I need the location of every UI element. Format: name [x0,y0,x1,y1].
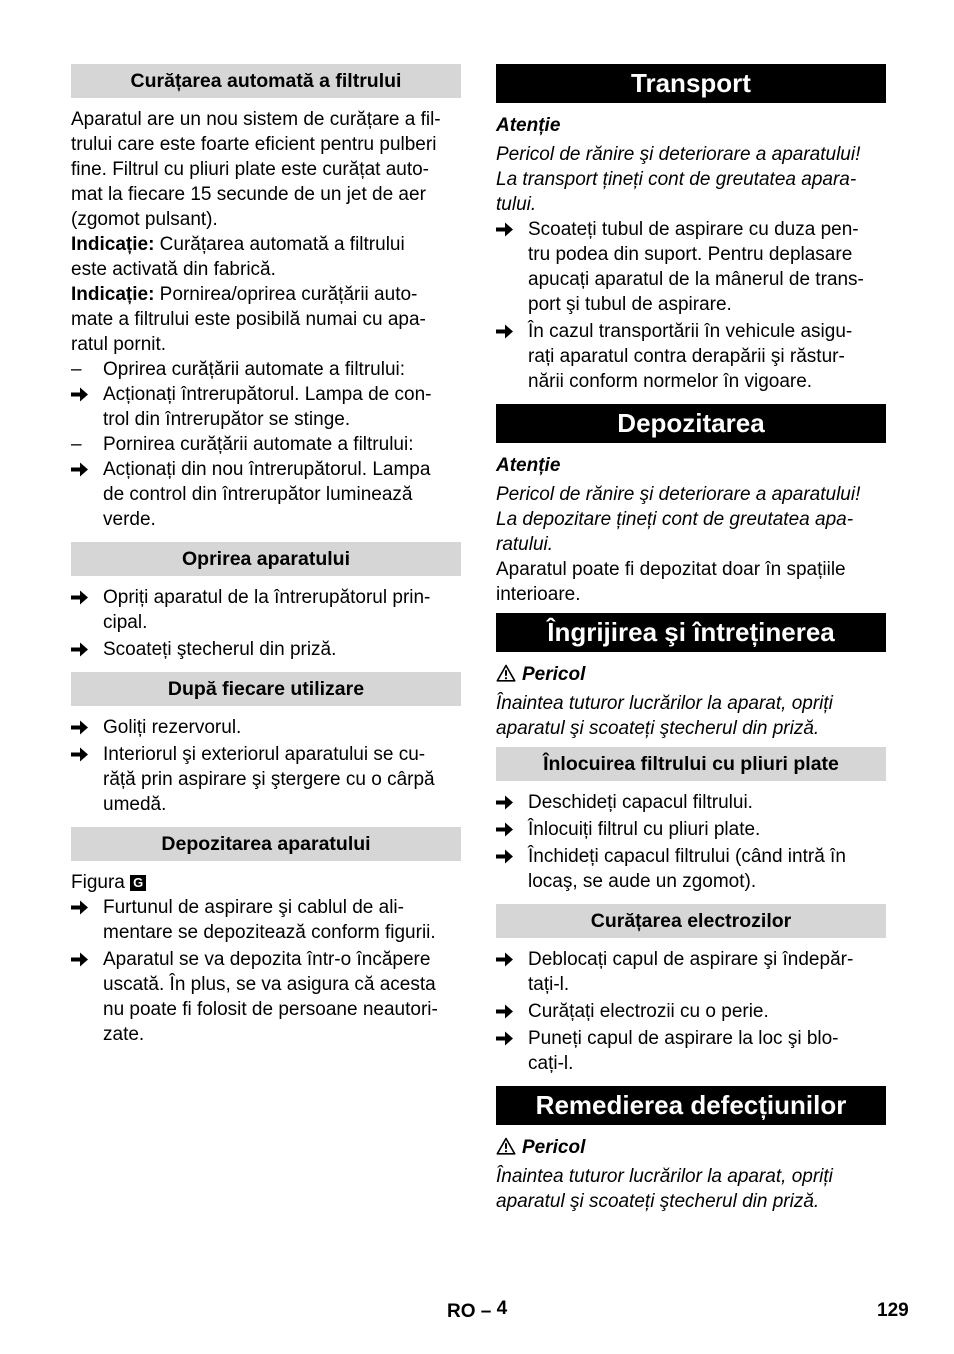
warning-triangle-icon [496,1137,516,1155]
note-label: Indicație: [71,234,155,255]
step-item: Scoateți ştecherul din priză. [71,637,461,662]
note-line: ratul pornit. [71,334,167,355]
figure-letter: G [130,875,146,891]
arrow-icon [496,844,518,869]
arrow-icon [496,817,518,842]
attention-text: Pericol de rănire şi deteriorare a aparatului! [496,484,861,505]
step-item: Scoateți tubul de aspirare cu duza pen- tru podea din suport. Pentru deplasare apucați aparatul de la mânerul de trans- port şi tubul de aspirare. [496,217,886,317]
heading-after-each-use: După fiecare utilizare [71,672,461,706]
paragraph-line: interioare. [496,584,581,605]
paragraph-line: trului care este foarte eficient pentru pulberi [71,134,437,155]
note-line [71,232,461,257]
note-label: Indicație: [71,284,155,305]
danger-label: Pericol [496,662,886,687]
dash-bullet: – [71,359,82,380]
arrow-icon [71,895,93,920]
arrow-icon [71,382,93,407]
dash-bullet: – [71,434,82,455]
page-number: 129 [877,1300,909,1321]
attention-text: La transport țineți cont de greutatea apara- [496,169,857,190]
dash-item: – Oprirea curățării automate a filtrului: [71,359,406,380]
step-item: Înlocuiți filtrul cu pliuri plate. [496,817,886,842]
arrow-icon [496,947,518,972]
step-item: Acționați întrerupătorul. Lampa de con- trol din întrerupător se stinge. [71,382,461,432]
paragraph-line: (zgomot pulsant). [71,209,218,230]
arrow-icon [496,217,518,242]
attention-text: tului. [496,194,537,215]
arrow-icon [496,999,518,1024]
note-line: este activată din fabrică. [71,259,276,280]
attention-text: ratului. [496,534,554,555]
arrow-icon [496,790,518,815]
heading-storage: Depozitarea [496,404,886,443]
heading-care-maintenance: Îngrijirea şi întreținerea [496,613,886,652]
paragraph-line: Aparatul are un nou sistem de curățare a fil- [71,109,441,130]
step-item: Furtunul de aspirare şi cablul de ali- mentare se depozitează conform figurii. [71,895,461,945]
danger-text: aparatul şi scoateți ştecherul din priză. [496,718,820,739]
step-item: Deblocați capul de aspirare şi îndepăr- tați-l. [496,947,886,997]
attention-text: La depozitare țineți cont de greutatea apa- [496,509,854,530]
step-item: Curățați electrozii cu o perie. [496,999,886,1024]
heading-transport: Transport [496,64,886,103]
heading-storing-device: Depozitarea aparatului [71,827,461,861]
note-text: Pornirea/oprirea curățării auto- [154,284,418,305]
right-column [496,64,886,1214]
figure-reference: Figura G [71,870,461,895]
paragraph-line: Aparatul poate fi depozitat doar în spațiile [496,559,846,580]
paragraph-line: fine. Filtrul cu pliuri plate este curățat auto- [71,159,430,180]
note-line: mate a filtrului este posibilă numai cu apa- [71,309,426,330]
danger-text: Înaintea tuturor lucrărilor la aparat, opriți [496,1166,833,1187]
step-item: Interiorul şi exteriorul aparatului se cu- răță prin aspirare şi ştergere cu o cârpă umedă. [71,742,461,817]
attention-label: Atenție [496,115,561,136]
arrow-icon [71,585,93,610]
attention-label: Atenție [496,455,561,476]
heading-auto-filter-cleaning: Curățarea automată a filtrului [71,64,461,98]
step-item: Deschideți capacul filtrului. [496,790,886,815]
danger-text: Înaintea tuturor lucrărilor la aparat, opriți [496,693,833,714]
arrow-icon [71,637,93,662]
attention-text: Pericol de rănire şi deteriorare a aparatului! [496,144,861,165]
heading-clean-electrodes: Curățarea electrozilor [496,904,886,938]
danger-label: Pericol [496,1135,886,1160]
heading-switch-off: Oprirea aparatului [71,542,461,576]
step-item: Goliți rezervorul. [71,715,461,740]
arrow-icon [71,947,93,972]
warning-triangle-icon [496,664,516,682]
note-line [71,282,461,307]
danger-text: aparatul şi scoateți ştecherul din priză. [496,1191,820,1212]
heading-troubleshooting: Remedierea defecțiunilor [496,1086,886,1125]
arrow-icon [71,715,93,740]
arrow-icon [71,742,93,767]
arrow-icon [496,1026,518,1051]
step-item: Acționați din nou întrerupătorul. Lampa de control din întrerupător luminează verde. [71,457,461,532]
step-item: Închideți capacul filtrului (când intră în locaş, se aude un zgomot). [496,844,886,894]
paragraph-line: mat la fiecare 15 secunde de un jet de aer [71,184,426,205]
left-column [71,64,461,1047]
heading-replace-filter: Înlocuirea filtrului cu pliuri plate [496,747,886,781]
arrow-icon [71,457,93,482]
arrow-icon [496,319,518,344]
dash-item: – Pornirea curățării automate a filtrului: [71,434,414,455]
footer-language-marker: RO – 4 [447,1298,508,1322]
step-item: În cazul transportării în vehicule asigu- rați aparatul contra derapării şi răstur- nării conform normelor în vigoare. [496,319,886,394]
step-item: Aparatul se va depozita într-o încăpere uscată. În plus, se va asigura că acesta nu poate fi folosit de persoane neautori- zate. [71,947,461,1047]
step-item: Opriți aparatul de la întrerupătorul prin- cipal. [71,585,461,635]
step-item: Puneți capul de aspirare la loc şi blo- cați-l. [496,1026,886,1076]
note-text: Curățarea automată a filtrului [154,234,405,255]
